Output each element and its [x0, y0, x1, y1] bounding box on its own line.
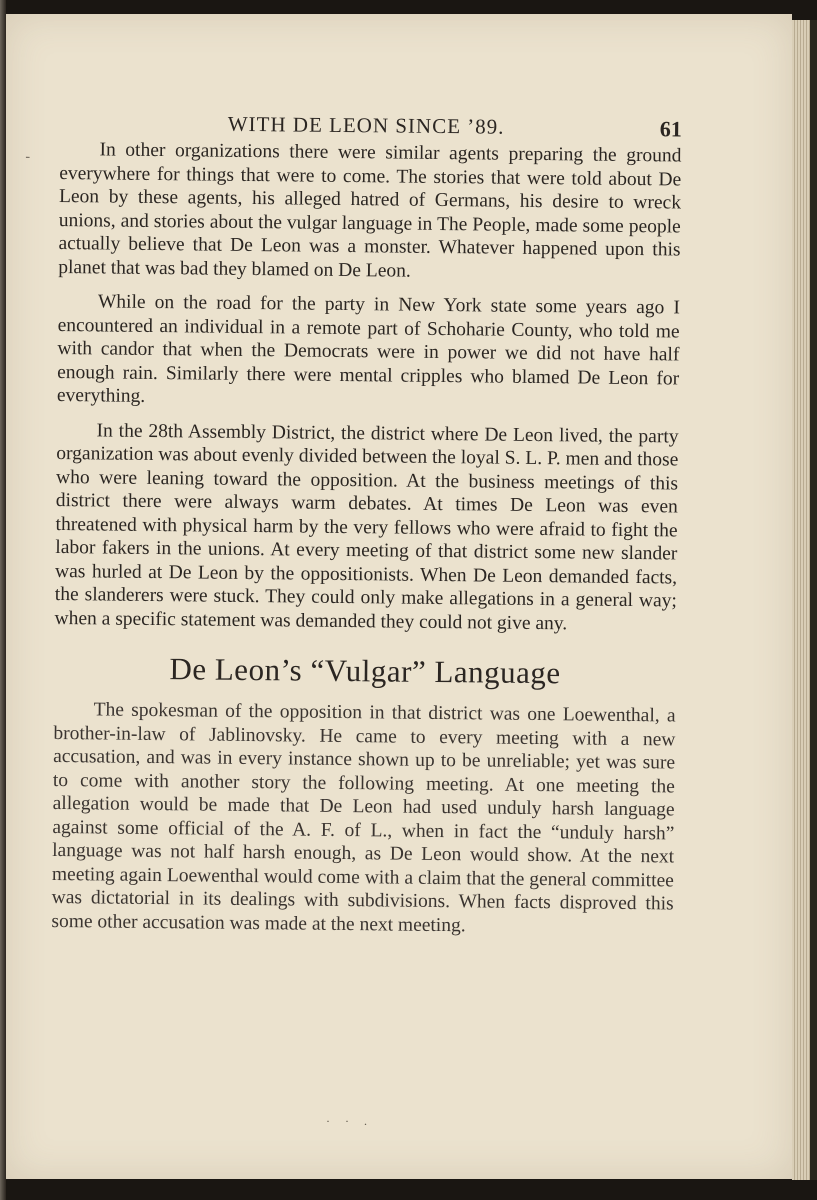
section-heading: De Leon’s “Vulgar” Language	[169, 651, 561, 691]
running-header	[60, 104, 682, 145]
page-number: 61	[659, 116, 682, 142]
paragraph-agents: In other organizations there were similar agents preparing the ground everywhere for things that were to come. The stories that were told about De Leon by these agents, his alleged hatred of Germans, his desire to wreck unions, and stories about the vulgar language in The People, made some people actually believe that De Leon was a monster. Whatever happened upon this planet that was bad they blamed on De Leon.	[58, 139, 682, 282]
vulgar-language-section	[51, 698, 675, 940]
page-content	[25, 104, 682, 939]
footer-dots: · · .	[326, 1114, 373, 1128]
paragraph-28th-district: In the 28th Assembly District, the district where De Leon lived, the party organization was about evenly divided between the loyal S. L. P. men and those who were leaning toward the opposition. At the business meetings of this district there were always warm debates. At times De Leon was even threatened with physical harm by the very fellows who were afraid to fight the labor fakers in the unions. At every meeting of that district some new slander was hurled at De Leon by the oppositionists. When De Leon demanded facts, the slanderers were stuck. They could only make allegations in a general way; when a specific statement was demanded they could not give any.	[54, 419, 679, 634]
margin-dash-mark: -	[25, 149, 31, 165]
body-text-section	[54, 138, 681, 636]
book-cover-edge	[810, 20, 817, 1180]
paragraph-loewenthal: The spokesman of the opposition in that district was one Loewenthal, a brother-in-law of Jablinovsky. He came to every meeting with a new accusation, and was in every instance shown up to be unreliable; yet was sure to come with another story the following meeting. At one meeting the allegation would be made that De Leon had used unduly harsh language against some official of the A. F. of L., when in fact the “unduly harsh” language was not half harsh enough, as De Leon would show. At the next meeting again Loewenthal would come with a claim that the general committee was dictatorial in its dealings with subdivisions. When facts disproved this some other accusation was made at the next meeting.	[51, 699, 676, 936]
running-title: WITH DE LEON SINCE ’89.	[227, 111, 505, 139]
page-stack-edges	[792, 20, 810, 1180]
paragraph-schoharie: While on the road for the party in New York state some years ago I encountered an individual in a remote part of Schoharie County, who told me with candor that when the Democrats were in power we did not have half enough rain. Similarly there were mental cripples who blamed De Leon for everything.	[56, 291, 681, 407]
